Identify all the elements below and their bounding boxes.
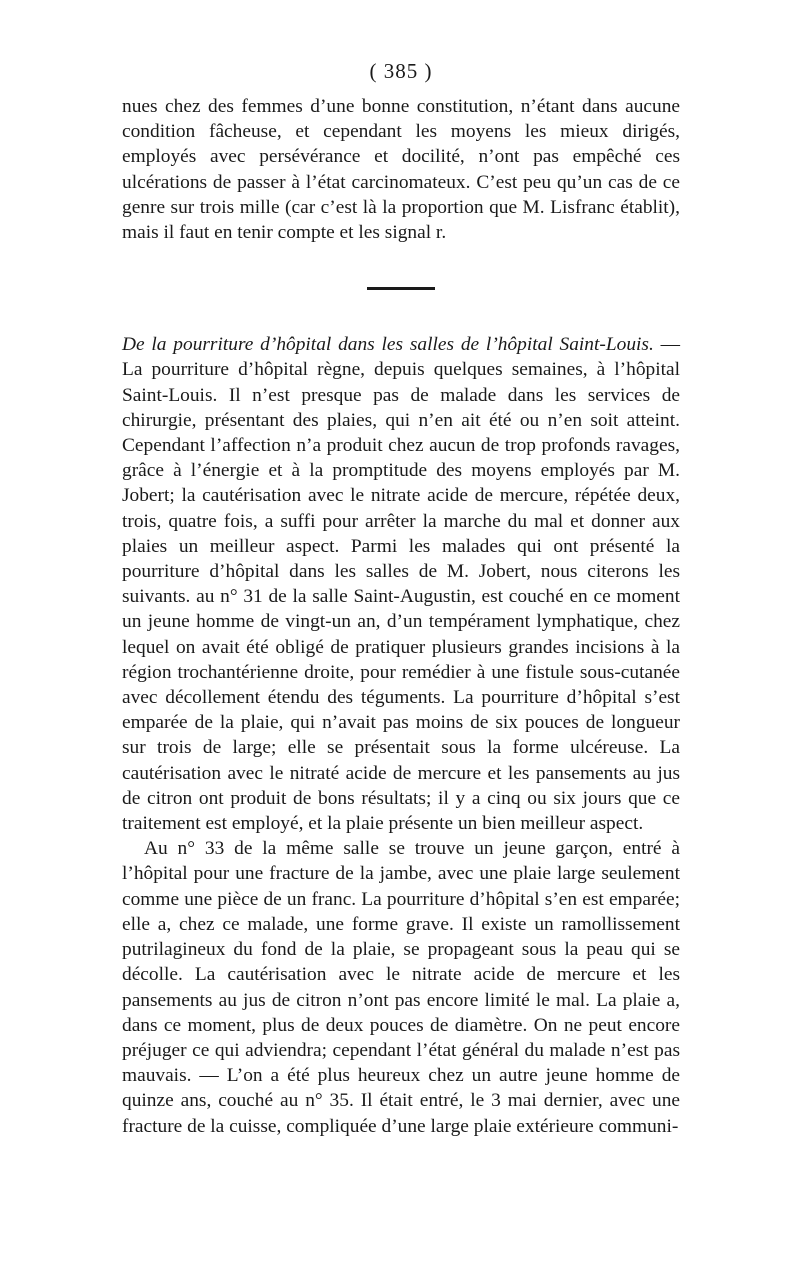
section-divider (367, 287, 435, 290)
paragraph-hospital-rot (122, 332, 680, 836)
section-title: De la pourriture d’hôpital dans les salles de l’hôpital Saint-Louis. (122, 334, 654, 356)
paragraph-carcinoma: nues chez des femmes d’une bonne constitution, n’étant dans aucune condition fâcheuse, et cependant les moyens les mieux dirigés, employés avec persévérance et docilité, n’ont pas empêché ces ulcérations de passer à l’état carcinomateux. C’est peu qu’un cas de ce genre sur trois mille (car c’est là la proportion que M. Lisfranc établit), mais il faut en tenir compte et les signal r. (122, 96, 680, 244)
page-number: ( 385 ) (369, 59, 433, 83)
paragraph-hospital-rot-text: — La pourriture d’hôpital règne, depuis quelques semaines, à l’hôpital Saint-Louis. Il n’est presque pas de malade dans les services de chirurgie, présentant des plaies, qui n’en ait été ou n’en soit atteint. Cependant l’affection n’a produit chez aucun de trop profonds ravages, grâce à l’énergie et à la promptitude des moyens employés par M. Jobert; la cautérisation avec le nitrate acide de mercure, répétée deux, trois, quatre fois, a suffi pour arrêter la marche du mal et donner aux plaies un meilleur aspect. Parmi les malades qui ont présenté la pourriture d’hôpital dans les salles de M. Jobert, nous citerons les suivants. au n° 31 de la salle Saint-Augustin, est couché en ce moment un jeune homme de vingt-un an, d’un tempérament lymphatique, chez lequel on avait été obligé de pratiquer plusieurs grandes incisions à la région trochantérienne droite, pour remédier à une fistule sous-cutanée avec décollement étendu des téguments. La pourriture d’hôpital s’est emparée de la plaie, qui n’avait pas moins de six pouces de longueur sur trois de large; elle se présentait sous la forme ulcéreuse. La cautérisation avec le nitraté acide de mercure et les pansements au jus de citron ont produit de bons résultats; il y a cinq ou six jours que ce traitement est employé, et la plaie présente un bien meilleur aspect. (122, 334, 680, 835)
paragraph-case-33: Au n° 33 de la même salle se trouve un jeune garçon, entré à l’hôpital pour une fracture de la jambe, avec une plaie large seulement comme une pièce de un franc. La pourriture d’hôpital s’en est emparée; elle a, chez ce malade, une forme grave. Il existe un ramollissement putrilagineux du fond de la plaie, se propageant sous la peau qui se décolle. La cautérisation avec le nitrate acide de mercure et les pansements au jus de citron n’ont pas encore limité le mal. La plaie a, dans ce moment, plus de deux pouces de diamètre. On ne peut encore préjuger ce qui adviendra; cependant l’état général du malade n’est pas mauvais. — L’on a été plus heureux chez un autre jeune homme de quinze ans, couché au n° 35. Il était entré, le 3 mai dernier, avec une fracture de la cuisse, compliquée d’une large plaie extérieure communi- (122, 838, 680, 1137)
document-page (122, 58, 680, 1139)
